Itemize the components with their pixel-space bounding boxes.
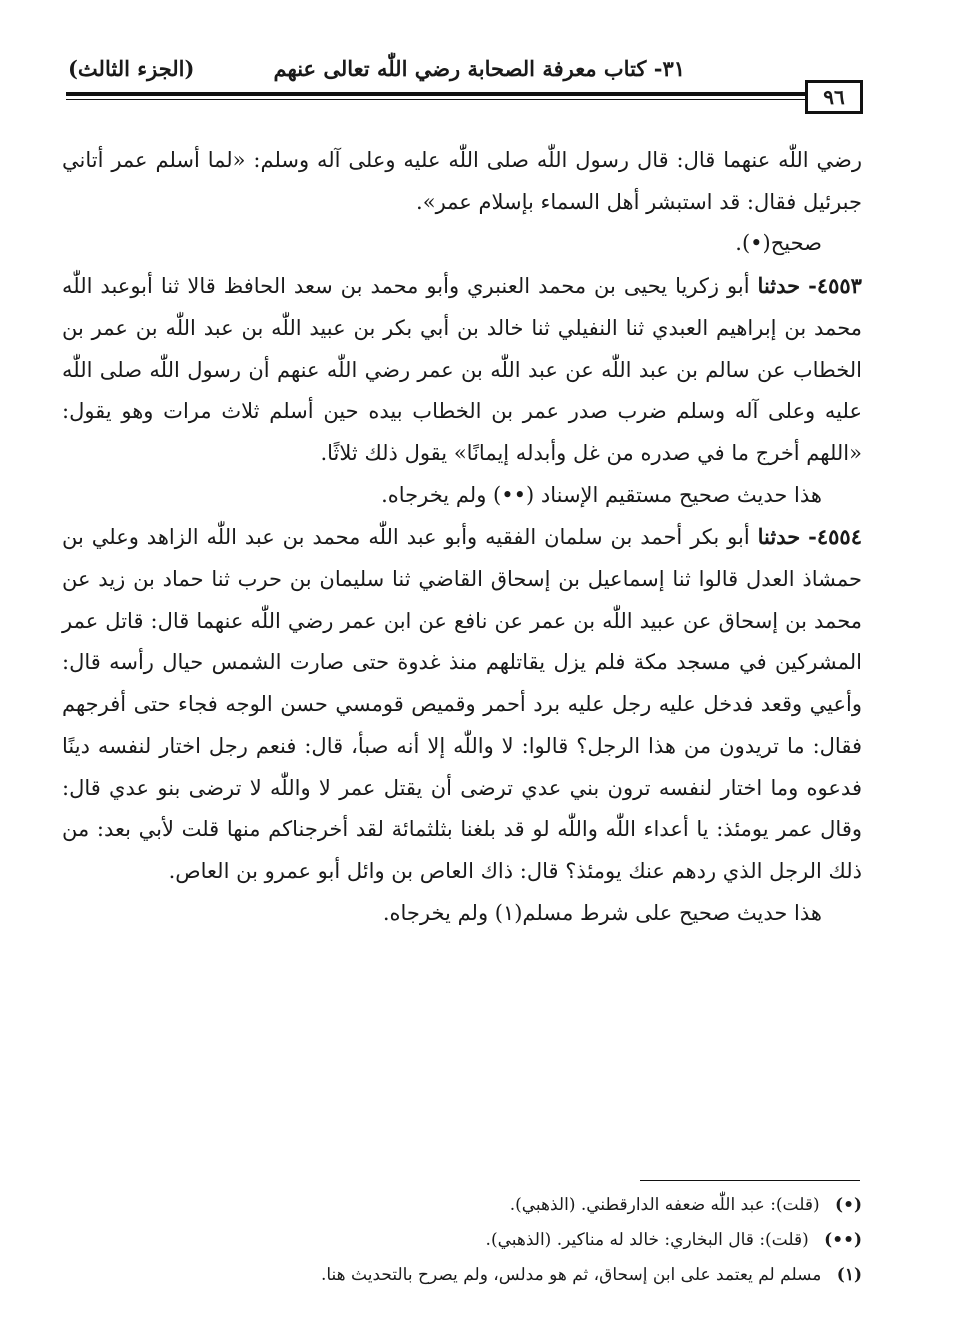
hadith-4553 [62, 265, 862, 475]
footnote-text: (قلت): عبد اللّٰه ضعفه الدارقطني. (الذهبي). [509, 1195, 820, 1215]
footnote [62, 1223, 862, 1258]
footnote [62, 1258, 862, 1293]
main-text [62, 140, 862, 934]
grading-sahih: صحيح(•). [735, 231, 822, 256]
hadith-keyword: حدثنا [757, 273, 801, 299]
footnote-text: (قلت): قال البخاري: خالد له مناكير. (الذهبي). [485, 1230, 809, 1250]
footnotes [62, 1188, 862, 1293]
hadith-4554-verdict: هذا حديث صحيح على شرط مسلم(١) ولم يخرجاه. [382, 900, 822, 925]
hadith-number: ٤٥٥٣- [808, 273, 862, 299]
header-rule [66, 92, 806, 100]
volume-label: (الجزء الثالث) [68, 56, 195, 81]
footnote-separator [640, 1180, 860, 1181]
page-number: ٩٦ [805, 80, 863, 114]
hadith-keyword: حدثنا [757, 524, 801, 550]
hadith-text: أبو زكريا يحيى بن محمد العنبري وأبو محمد بن سعد الحافظ قالا ثنا أبوعبد اللّٰه محمد بن إبراهيم العبدي ثنا النفيلي ثنا خالد بن أبي بكر بن عبيد اللّٰه بن عبد اللّٰه بن عمر بن الخطاب عن سالم بن عبد اللّٰه عن عبد اللّٰه بن عمر رضي اللّٰه عنهم أن رسول اللّٰه صلى اللّٰه عليه وعلى آله وسلم ضرب صدر عمر بن الخطاب بيده حين أسلم ثلاث مرات وهو يقول: «اللهم أخرج ما في صدره من غل وأبدله إيمانًا» يقول ذلك ثلاثًا. [62, 274, 862, 465]
hadith-4553-verdict: هذا حديث صحيح مستقيم الإسناد (••) ولم يخرجاه. [381, 482, 822, 507]
running-header [60, 52, 865, 88]
paragraph-hadith-end: رضي اللّٰه عنهما قال: قال رسول اللّٰه صلى اللّٰه عليه وعلى آله وسلم: «لما أسلم عمر أتاني جبرئيل فقال: قد استبشر أهل السماء بإسلام عمر». [62, 148, 862, 214]
footnote-mark: (١) [836, 1265, 862, 1285]
footnote [62, 1188, 862, 1223]
footnote-text: مسلم لم يعتمد على ابن إسحاق، ثم هو مدلس، ولم يصرح بالتحديث هنا. [320, 1265, 822, 1285]
hadith-text: أبو بكر أحمد بن سلمان الفقيه وأبو عبد اللّٰه محمد بن عبد اللّٰه الزاهد وعلي بن حمشاذ العدل قالوا ثنا إسماعيل بن إسحاق القاضي ثنا سليمان بن حرب ثنا حماد بن زيد عن محمد بن إسحاق عن عبيد اللّٰه بن عمر عن نافع عن ابن عمر رضي اللّٰه عنهما قال: قاتل عمر المشركين في مسجد مكة فلم يزل يقاتلهم منذ غدوة حتى صارت الشمس حيال رأسه قال: وأعيي وقعد فدخل عليه رجل عليه برد أحمر وقميص قومسي حسن الوجه فجاء حتى أفرجهم فقال: ما تريدون من هذا الرجل؟ قالوا: لا واللّٰه إلا أنه صبأ، قال: فنعم رجل اختار لنفسه دينًا فدعوه وما اختار لنفسه ترون بني عدي ترضى أن يقتل عمر لا واللّٰه لا ترضى بنو عدي قال: وقال عمر يومئذ: يا أعداء اللّٰه واللّٰه لو قد بلغنا بثلثمائة لقد أخرجناكم منها قلت لأبي بعد: من ذلك الرجل الذي ردهم عنك يومئذ؟ قال: ذاك العاص بن وائل أبو عمرو بن العاص. [62, 525, 862, 883]
footnote-mark: (••) [824, 1230, 862, 1250]
chapter-title: ٣١- كتاب معرفة الصحابة رضي اللّٰه تعالى عنهم [273, 56, 685, 81]
footnote-mark: (•) [835, 1195, 862, 1215]
hadith-number: ٤٥٥٤- [808, 524, 862, 550]
hadith-4554 [62, 516, 862, 892]
